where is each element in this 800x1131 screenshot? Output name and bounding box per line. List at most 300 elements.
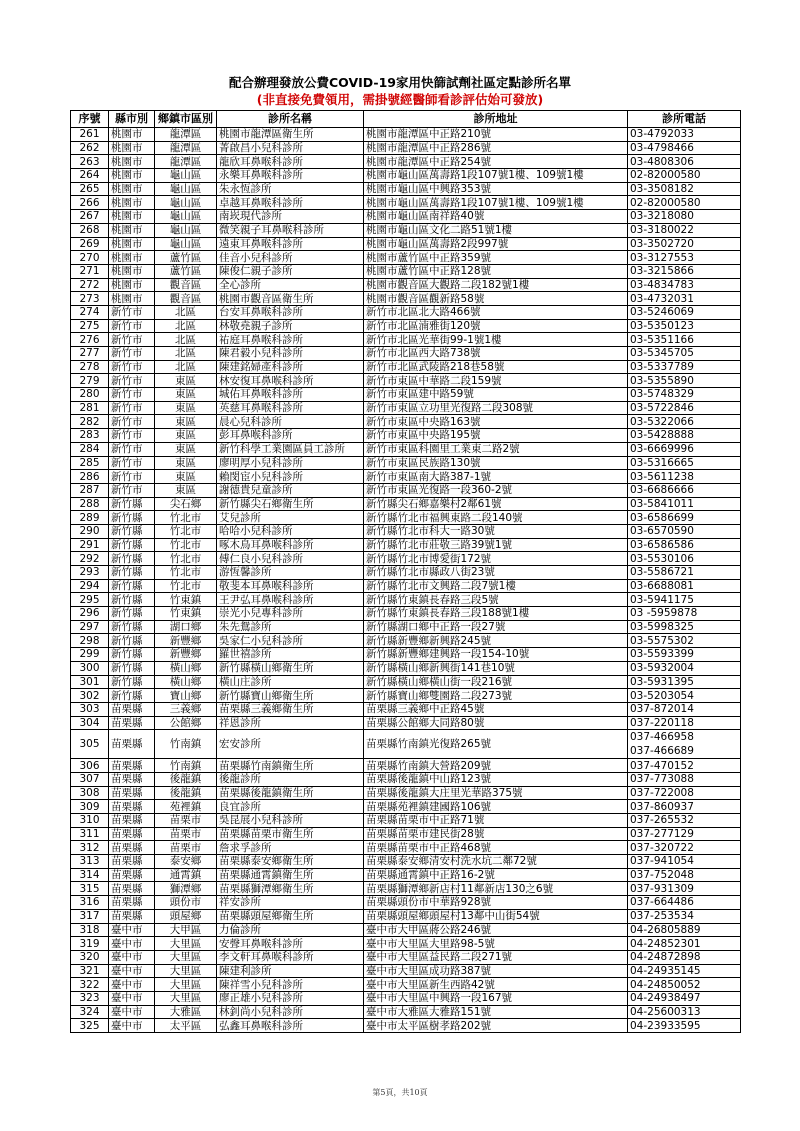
cell-phone: 03-5722846: [628, 401, 741, 415]
cell-district: 竹南鎮: [155, 730, 217, 759]
cell-address: 新竹市北區北大路466號: [364, 305, 628, 319]
table-row: [71, 566, 741, 580]
cell-district: 苗栗市: [155, 827, 217, 841]
cell-clinic-name: 英慈耳鼻喉科診所: [217, 401, 364, 415]
cell-city: 桃園市: [109, 141, 155, 155]
table-row: [71, 689, 741, 703]
table-row: [71, 128, 741, 142]
cell-phone: 03-5203054: [628, 689, 741, 703]
cell-clinic-name: 吳家仁小兒科診所: [217, 634, 364, 648]
table-row: [71, 196, 741, 210]
cell-phone: 037-277129: [628, 827, 741, 841]
cell-phone: 03-6570590: [628, 524, 741, 538]
cell-no: 319: [71, 937, 109, 951]
cell-phone: 03-3180022: [628, 223, 741, 237]
cell-phone: 037-722008: [628, 786, 741, 800]
cell-clinic-name: 桃園市觀音區衛生所: [217, 292, 364, 306]
cell-clinic-name: 林釗尚小兒科診所: [217, 1005, 364, 1019]
cell-district: 大里區: [155, 964, 217, 978]
cell-no: 275: [71, 319, 109, 333]
cell-district: 大雅區: [155, 1005, 217, 1019]
cell-district: 竹北市: [155, 524, 217, 538]
table-row: [71, 702, 741, 716]
cell-city: 苗栗縣: [109, 759, 155, 773]
cell-city: 新竹市: [109, 483, 155, 497]
cell-city: 苗栗縣: [109, 882, 155, 896]
cell-clinic-name: 崇光小兒專科診所: [217, 607, 364, 621]
cell-address: 新竹縣竹北市縣政八街23號: [364, 566, 628, 580]
cell-address: 新竹縣寶山鄉雙園路二段273號: [364, 689, 628, 703]
table-header-row: [71, 111, 741, 128]
cell-no: 299: [71, 648, 109, 662]
table-row: [71, 401, 741, 415]
cell-no: 268: [71, 223, 109, 237]
cell-clinic-name: 啄木鳥耳鼻喉科診所: [217, 538, 364, 552]
cell-city: 桃園市: [109, 128, 155, 142]
cell-address: 新竹縣新豐鄉建興路一段154-10號: [364, 648, 628, 662]
cell-district: 獅潭鄉: [155, 882, 217, 896]
table-row: [71, 292, 741, 306]
table-row: [71, 333, 741, 347]
cell-city: 苗栗縣: [109, 772, 155, 786]
cell-phone: 04-24852301: [628, 937, 741, 951]
cell-city: 臺中市: [109, 1005, 155, 1019]
table-row: [71, 511, 741, 525]
cell-address: 臺中市太平區樹孝路202號: [364, 1019, 628, 1033]
table-row: [71, 1019, 741, 1033]
cell-no: 262: [71, 141, 109, 155]
cell-district: 寶山鄉: [155, 689, 217, 703]
cell-district: 大里區: [155, 991, 217, 1005]
cell-no: 283: [71, 429, 109, 443]
cell-district: 新豐鄉: [155, 648, 217, 662]
cell-phone: 03-3508182: [628, 182, 741, 196]
cell-no: 321: [71, 964, 109, 978]
cell-clinic-name: 城佑耳鼻喉科診所: [217, 388, 364, 402]
table-row: [71, 772, 741, 786]
cell-city: 苗栗縣: [109, 827, 155, 841]
cell-phone: 02-82000580: [628, 196, 741, 210]
cell-phone: 037-265532: [628, 814, 741, 828]
cell-phone: 037-860937: [628, 800, 741, 814]
cell-city: 桃園市: [109, 278, 155, 292]
cell-clinic-name: 陳俊仁親子診所: [217, 264, 364, 278]
table-row: [71, 579, 741, 593]
cell-city: 桃園市: [109, 196, 155, 210]
cell-phone: 03-5586721: [628, 566, 741, 580]
cell-no: 269: [71, 237, 109, 251]
cell-city: 苗栗縣: [109, 909, 155, 923]
cell-address: 新竹縣湖口鄉中正路一段27號: [364, 620, 628, 634]
cell-address: 桃園市觀音區觀新路58號: [364, 292, 628, 306]
cell-phone: 03-5530106: [628, 552, 741, 566]
cell-no: 302: [71, 689, 109, 703]
cell-no: 309: [71, 800, 109, 814]
cell-clinic-name: 哈哈小兒科診所: [217, 524, 364, 538]
cell-clinic-name: 橫山庄診所: [217, 675, 364, 689]
cell-city: 新竹市: [109, 456, 155, 470]
cell-phone: 03-4798466: [628, 141, 741, 155]
cell-no: 271: [71, 264, 109, 278]
cell-no: 323: [71, 991, 109, 1005]
cell-address: 苗栗縣苗栗市中正路468號: [364, 841, 628, 855]
cell-city: 桃園市: [109, 155, 155, 169]
cell-district: 龜山區: [155, 169, 217, 183]
document-subtitle: (非直接免費領用，需掛號經醫師看診評估始可發放): [256, 92, 544, 107]
cell-clinic-name: 遠東耳鼻喉科診所: [217, 237, 364, 251]
cell-address: 苗栗縣頭屋鄉頭屋村13鄰中山街54號: [364, 909, 628, 923]
cell-address: 苗栗縣竹南鎮光復路265號: [364, 730, 628, 759]
cell-city: 新竹市: [109, 470, 155, 484]
cell-no: 318: [71, 923, 109, 937]
cell-city: 苗栗縣: [109, 800, 155, 814]
cell-phone: 04-24935145: [628, 964, 741, 978]
cell-clinic-name: 廖明厚小兒科診所: [217, 456, 364, 470]
cell-address: 新竹縣橫山鄉新興街141巷10號: [364, 661, 628, 675]
cell-clinic-name: 苗栗縣後龍鎮衛生所: [217, 786, 364, 800]
cell-clinic-name: 新竹科學工業園區員工診所: [217, 442, 364, 456]
cell-clinic-name: 林敬堯親子診所: [217, 319, 364, 333]
cell-city: 新竹市: [109, 415, 155, 429]
cell-address: 新竹縣竹北市福興東路二段140號: [364, 511, 628, 525]
cell-city: 新竹市: [109, 333, 155, 347]
cell-phone: 03-5355890: [628, 374, 741, 388]
cell-phone: 03-4808306: [628, 155, 741, 169]
cell-no: 294: [71, 579, 109, 593]
cell-clinic-name: 龍欣耳鼻喉科診所: [217, 155, 364, 169]
cell-phone: 03-5932004: [628, 661, 741, 675]
table-row: [71, 964, 741, 978]
cell-no: 324: [71, 1005, 109, 1019]
cell-city: 臺中市: [109, 937, 155, 951]
cell-clinic-name: 苗栗縣頭屋鄉衛生所: [217, 909, 364, 923]
table-row: [71, 841, 741, 855]
table-row: [71, 882, 741, 896]
cell-no: 274: [71, 305, 109, 319]
cell-address: 臺中市大里區新生西路42號: [364, 978, 628, 992]
cell-city: 新竹縣: [109, 607, 155, 621]
cell-district: 頭屋鄉: [155, 909, 217, 923]
cell-clinic-name: 敬斐本耳鼻喉科診所: [217, 579, 364, 593]
cell-district: 龜山區: [155, 223, 217, 237]
cell-phone: 03-5931395: [628, 675, 741, 689]
cell-clinic-name: 王尹弘耳鼻喉科診所: [217, 593, 364, 607]
cell-city: 桃園市: [109, 223, 155, 237]
cell-district: 橫山鄉: [155, 675, 217, 689]
cell-phone: 03-4792033: [628, 128, 741, 142]
cell-city: 新竹市: [109, 319, 155, 333]
cell-no: 325: [71, 1019, 109, 1033]
table-row: [71, 730, 741, 759]
table-row: [71, 896, 741, 910]
cell-district: 東區: [155, 415, 217, 429]
cell-no: 270: [71, 251, 109, 265]
cell-clinic-name: 力倫診所: [217, 923, 364, 937]
table-row: [71, 538, 741, 552]
cell-no: 310: [71, 814, 109, 828]
cell-district: 龜山區: [155, 182, 217, 196]
cell-address: 新竹縣竹北市科大一路30號: [364, 524, 628, 538]
cell-address: 苗栗縣三義鄉中正路45號: [364, 702, 628, 716]
cell-phone: 04-25600313: [628, 1005, 741, 1019]
cell-city: 苗栗縣: [109, 855, 155, 869]
cell-address: 新竹縣尖石鄉嘉樂村2鄰61號: [364, 497, 628, 511]
cell-phone: 03-3215866: [628, 264, 741, 278]
table-row: [71, 429, 741, 443]
cell-phone: 03-5345705: [628, 347, 741, 361]
table-row: [71, 415, 741, 429]
cell-phone: 037-253534: [628, 909, 741, 923]
cell-district: 頭份市: [155, 896, 217, 910]
cell-phone: 03-4834783: [628, 278, 741, 292]
cell-address: 苗栗縣泰安鄉清安村洗水坑二鄰72號: [364, 855, 628, 869]
cell-district: 東區: [155, 483, 217, 497]
cell-city: 新竹縣: [109, 648, 155, 662]
cell-city: 新竹市: [109, 401, 155, 415]
cell-no: 266: [71, 196, 109, 210]
cell-district: 東區: [155, 401, 217, 415]
cell-address: 新竹市東區中央路163號: [364, 415, 628, 429]
cell-clinic-name: 傅仁良小兒科診所: [217, 552, 364, 566]
cell-district: 蘆竹區: [155, 251, 217, 265]
table-row: [71, 210, 741, 224]
cell-address: 新竹市東區科園里工業東二路2號: [364, 442, 628, 456]
cell-district: 大里區: [155, 937, 217, 951]
cell-clinic-name: 桃園市龍潭區衛生所: [217, 128, 364, 142]
cell-no: 293: [71, 566, 109, 580]
cell-no: 277: [71, 347, 109, 361]
cell-phone: 03-5316665: [628, 456, 741, 470]
cell-phone: 04-23933595: [628, 1019, 741, 1033]
cell-city: 苗栗縣: [109, 841, 155, 855]
table-row: [71, 814, 741, 828]
cell-district: 大里區: [155, 978, 217, 992]
cell-address: 桃園市龜山區萬壽路2段997號: [364, 237, 628, 251]
table-row: [71, 374, 741, 388]
cell-address: 臺中市大雅區大雅路151號: [364, 1005, 628, 1019]
cell-address: 苗栗縣後龍鎮大庄里光華路375號: [364, 786, 628, 800]
cell-clinic-name: 祥恩診所: [217, 716, 364, 730]
cell-address: 新竹縣竹北市文興路二段7號1樓: [364, 579, 628, 593]
cell-no: 304: [71, 716, 109, 730]
table-row: [71, 759, 741, 773]
cell-city: 苗栗縣: [109, 868, 155, 882]
cell-district: 東區: [155, 429, 217, 443]
cell-city: 新竹縣: [109, 675, 155, 689]
cell-phone: 03-5575302: [628, 634, 741, 648]
cell-address: 苗栗縣苑裡鎮建國路106號: [364, 800, 628, 814]
cell-clinic-name: 賴閔宦小兒科診所: [217, 470, 364, 484]
table-row: [71, 278, 741, 292]
table-row: [71, 141, 741, 155]
cell-no: 317: [71, 909, 109, 923]
cell-city: 新竹縣: [109, 511, 155, 525]
cell-no: 261: [71, 128, 109, 142]
cell-phone: 037-320722: [628, 841, 741, 855]
cell-phone: 037-466958 037-466689: [628, 730, 741, 759]
cell-no: 279: [71, 374, 109, 388]
cell-address: 新竹縣橫山鄉橫山街一段216號: [364, 675, 628, 689]
table-row: [71, 470, 741, 484]
cell-no: 285: [71, 456, 109, 470]
table-row: [71, 716, 741, 730]
cell-district: 東區: [155, 442, 217, 456]
cell-no: 314: [71, 868, 109, 882]
cell-phone: 03-6669996: [628, 442, 741, 456]
cell-district: 東區: [155, 388, 217, 402]
cell-phone: 03-6688081: [628, 579, 741, 593]
cell-address: 桃園市龜山區中興路353號: [364, 182, 628, 196]
cell-no: 276: [71, 333, 109, 347]
cell-phone: 037-872014: [628, 702, 741, 716]
cell-address: 新竹市北區武陵路218巷58號: [364, 360, 628, 374]
cell-address: 新竹市東區南大路387-1號: [364, 470, 628, 484]
cell-clinic-name: 朱永恆診所: [217, 182, 364, 196]
cell-clinic-name: 佳音小兒科診所: [217, 251, 364, 265]
cell-address: 新竹市東區中央路195號: [364, 429, 628, 443]
cell-district: 龍潭區: [155, 128, 217, 142]
cell-address: 桃園市觀音區大觀路二段182號1樓: [364, 278, 628, 292]
cell-clinic-name: 後龍診所: [217, 772, 364, 786]
cell-city: 新竹縣: [109, 552, 155, 566]
cell-clinic-name: 新竹縣橫山鄉衛生所: [217, 661, 364, 675]
cell-clinic-name: 苗栗縣苗栗市衛生所: [217, 827, 364, 841]
cell-clinic-name: 彭耳鼻喉科診所: [217, 429, 364, 443]
cell-district: 竹北市: [155, 579, 217, 593]
cell-no: 301: [71, 675, 109, 689]
cell-clinic-name: 菁啟昌小兒科診所: [217, 141, 364, 155]
cell-address: 新竹市東區民族路130號: [364, 456, 628, 470]
cell-phone: 037-752048: [628, 868, 741, 882]
cell-city: 新竹市: [109, 429, 155, 443]
table-row: [71, 620, 741, 634]
cell-address: 桃園市蘆竹區中正路128號: [364, 264, 628, 278]
cell-district: 龜山區: [155, 196, 217, 210]
cell-clinic-name: 游恆馨診所: [217, 566, 364, 580]
cell-district: 龍潭區: [155, 141, 217, 155]
table-row: [71, 950, 741, 964]
cell-no: 273: [71, 292, 109, 306]
cell-city: 苗栗縣: [109, 786, 155, 800]
cell-district: 泰安鄉: [155, 855, 217, 869]
cell-clinic-name: 永樂耳鼻喉科診所: [217, 169, 364, 183]
table-row: [71, 827, 741, 841]
cell-city: 桃園市: [109, 210, 155, 224]
cell-district: 竹北市: [155, 538, 217, 552]
cell-city: 新竹縣: [109, 593, 155, 607]
cell-clinic-name: 新竹縣寶山鄉衛生所: [217, 689, 364, 703]
cell-address: 苗栗縣公館鄉大同路80號: [364, 716, 628, 730]
cell-district: 東區: [155, 456, 217, 470]
cell-district: 苑裡鎮: [155, 800, 217, 814]
cell-phone: 03-5351166: [628, 333, 741, 347]
table-row: [71, 169, 741, 183]
cell-district: 苗栗市: [155, 814, 217, 828]
cell-district: 大里區: [155, 950, 217, 964]
cell-district: 北區: [155, 347, 217, 361]
cell-no: 303: [71, 702, 109, 716]
cell-address: 苗栗縣獅潭鄉新店村11鄰新店130之6號: [364, 882, 628, 896]
table-row: [71, 456, 741, 470]
cell-clinic-name: 謝德貴兒童診所: [217, 483, 364, 497]
cell-no: 288: [71, 497, 109, 511]
cell-phone: 03-3218080: [628, 210, 741, 224]
cell-district: 竹東鎮: [155, 593, 217, 607]
cell-clinic-name: 全心診所: [217, 278, 364, 292]
cell-phone: 03-5593399: [628, 648, 741, 662]
cell-address: 苗栗縣通霄鎮中正路16-2號: [364, 868, 628, 882]
cell-no: 315: [71, 882, 109, 896]
cell-no: 316: [71, 896, 109, 910]
cell-address: 新竹市北區湳雅街120號: [364, 319, 628, 333]
cell-district: 北區: [155, 305, 217, 319]
cell-address: 桃園市龍潭區中正路210號: [364, 128, 628, 142]
cell-no: 313: [71, 855, 109, 869]
cell-clinic-name: 朱先鴛診所: [217, 620, 364, 634]
cell-clinic-name: 吳昆展小兒科診所: [217, 814, 364, 828]
cell-phone: 02-82000580: [628, 169, 741, 183]
cell-no: 322: [71, 978, 109, 992]
cell-city: 新竹縣: [109, 538, 155, 552]
table-row: [71, 319, 741, 333]
cell-city: 新竹市: [109, 442, 155, 456]
cell-city: 新竹市: [109, 347, 155, 361]
cell-clinic-name: 苗栗縣通霄鎮衛生所: [217, 868, 364, 882]
table-row: [71, 182, 741, 196]
cell-phone: 03-6686666: [628, 483, 741, 497]
table-row: [71, 524, 741, 538]
cell-city: 桃園市: [109, 292, 155, 306]
cell-phone: 037-773088: [628, 772, 741, 786]
table-row: [71, 442, 741, 456]
cell-no: 300: [71, 661, 109, 675]
cell-district: 東區: [155, 470, 217, 484]
table-row: [71, 388, 741, 402]
cell-no: 306: [71, 759, 109, 773]
cell-city: 新竹縣: [109, 689, 155, 703]
cell-address: 苗栗縣苗栗市建民街28號: [364, 827, 628, 841]
cell-district: 龍潭區: [155, 155, 217, 169]
cell-phone: 03-5322066: [628, 415, 741, 429]
cell-clinic-name: 微笑親子耳鼻喉科診所: [217, 223, 364, 237]
cell-phone: 03-5428888: [628, 429, 741, 443]
cell-no: 278: [71, 360, 109, 374]
cell-phone: 04-24872898: [628, 950, 741, 964]
cell-district: 太平區: [155, 1019, 217, 1033]
cell-address: 新竹市東區中華路二段159號: [364, 374, 628, 388]
table-row: [71, 593, 741, 607]
cell-district: 蘆竹區: [155, 264, 217, 278]
cell-phone: 03-3127553: [628, 251, 741, 265]
cell-district: 尖石鄉: [155, 497, 217, 511]
cell-phone: 037-664486: [628, 896, 741, 910]
cell-city: 苗栗縣: [109, 702, 155, 716]
cell-district: 新豐鄉: [155, 634, 217, 648]
cell-clinic-name: 陳君毅小兒科診所: [217, 347, 364, 361]
cell-clinic-name: 陳祥雪小兒科診所: [217, 978, 364, 992]
column-header-no: 序號: [71, 111, 109, 128]
table-row: [71, 634, 741, 648]
table-row: [71, 786, 741, 800]
cell-clinic-name: 林安復耳鼻喉科診所: [217, 374, 364, 388]
cell-address: 新竹市東區建中路59號: [364, 388, 628, 402]
cell-phone: 037-220118: [628, 716, 741, 730]
cell-city: 臺中市: [109, 1019, 155, 1033]
cell-city: 臺中市: [109, 950, 155, 964]
cell-city: 新竹縣: [109, 524, 155, 538]
table-row: [71, 305, 741, 319]
table-row: [71, 552, 741, 566]
